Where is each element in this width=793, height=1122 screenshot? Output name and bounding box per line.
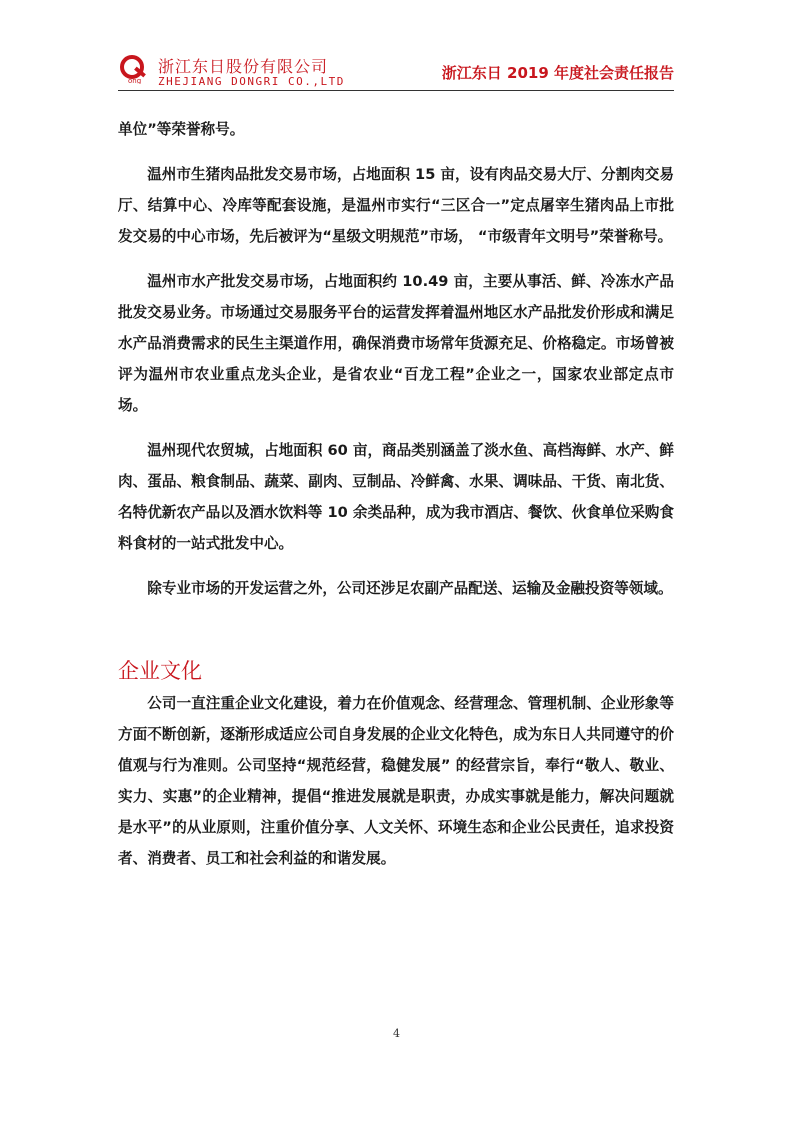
paragraph-other-business: 除专业市场的开发运营之外，公司还涉足农副产品配送、运输及金融投资等领域。 (147, 580, 673, 597)
page-content (118, 114, 674, 888)
company-name-cn: 浙江东日股份有限公司 (158, 57, 329, 76)
paragraph-pork-market: 温州市生猪肉品批发交易市场，占地面积 15 亩，设有肉品交易大厅、分割肉交易厅、结算中心、冷库等配套设施，是温州市实行“三区合一”定点屠宰生猪肉品上市批发交易的中心市场，先后被评为“星级文明规范”市场， “市级青年文明号”荣誉称号。 (118, 166, 674, 245)
paragraph-seafood-market: 温州市水产批发交易市场，占地面积约 10.49 亩，主要从事活、鲜、冷冻水产品批发交易业务。市场通过交易服务平台的运营发挥着温州地区水产品批发价形成和满足水产品消费需求的民生主渠道作用，确保消费市场常年货源充足、价格稳定。市场曾被评为温州市农业重点龙头企业，是省农业“百龙工程”企业之一，国家农业部定点市场。 (118, 273, 674, 414)
logo-text: ong (128, 77, 142, 84)
header-divider (118, 90, 674, 91)
company-name-en: ZHEJIANG DONGRI CO.,LTD (158, 75, 345, 88)
company-logo-icon (118, 54, 154, 84)
paragraph-corporate-culture: 公司一直注重企业文化建设，着力在价值观念、经营理念、管理机制、企业形象等方面不断创新，逐渐形成适应公司自身发展的企业文化特色，成为东日人共同遵守的价值观与行为准则。公司坚持“规范经营，稳健发展” 的经营宗旨，奉行“敬人、敬业、实力、实惠”的企业精神，提倡“推进发展就是职责，办成实事就是能力，解决问题就是水平”的从业原则，注重价值分享、人文关怀、环境生态和企业公民责任，追求投资者、消费者、员工和社会利益的和谐发展。 (118, 695, 674, 867)
paragraph-continued: 单位”等荣誉称号。 (118, 121, 245, 138)
paragraph-agri-trade-city: 温州现代农贸城，占地面积 60 亩，商品类别涵盖了淡水鱼、高档海鲜、水产、鲜肉、蛋品、粮食制品、蔬菜、副肉、豆制品、冷鲜禽、水果、调味品、干货、南北货、名特优新农产品以及酒水饮料等 10 余类品种，成为我市酒店、餐饮、伙食单位采购食料食材的一站式批发中心。 (118, 442, 674, 552)
report-title: 浙江东日 2019 年度社会责任报告 (441, 64, 674, 82)
page-number: 4 (393, 1027, 400, 1040)
page-header (118, 50, 674, 92)
section-title-corporate-culture: 企业文化 (118, 659, 202, 683)
